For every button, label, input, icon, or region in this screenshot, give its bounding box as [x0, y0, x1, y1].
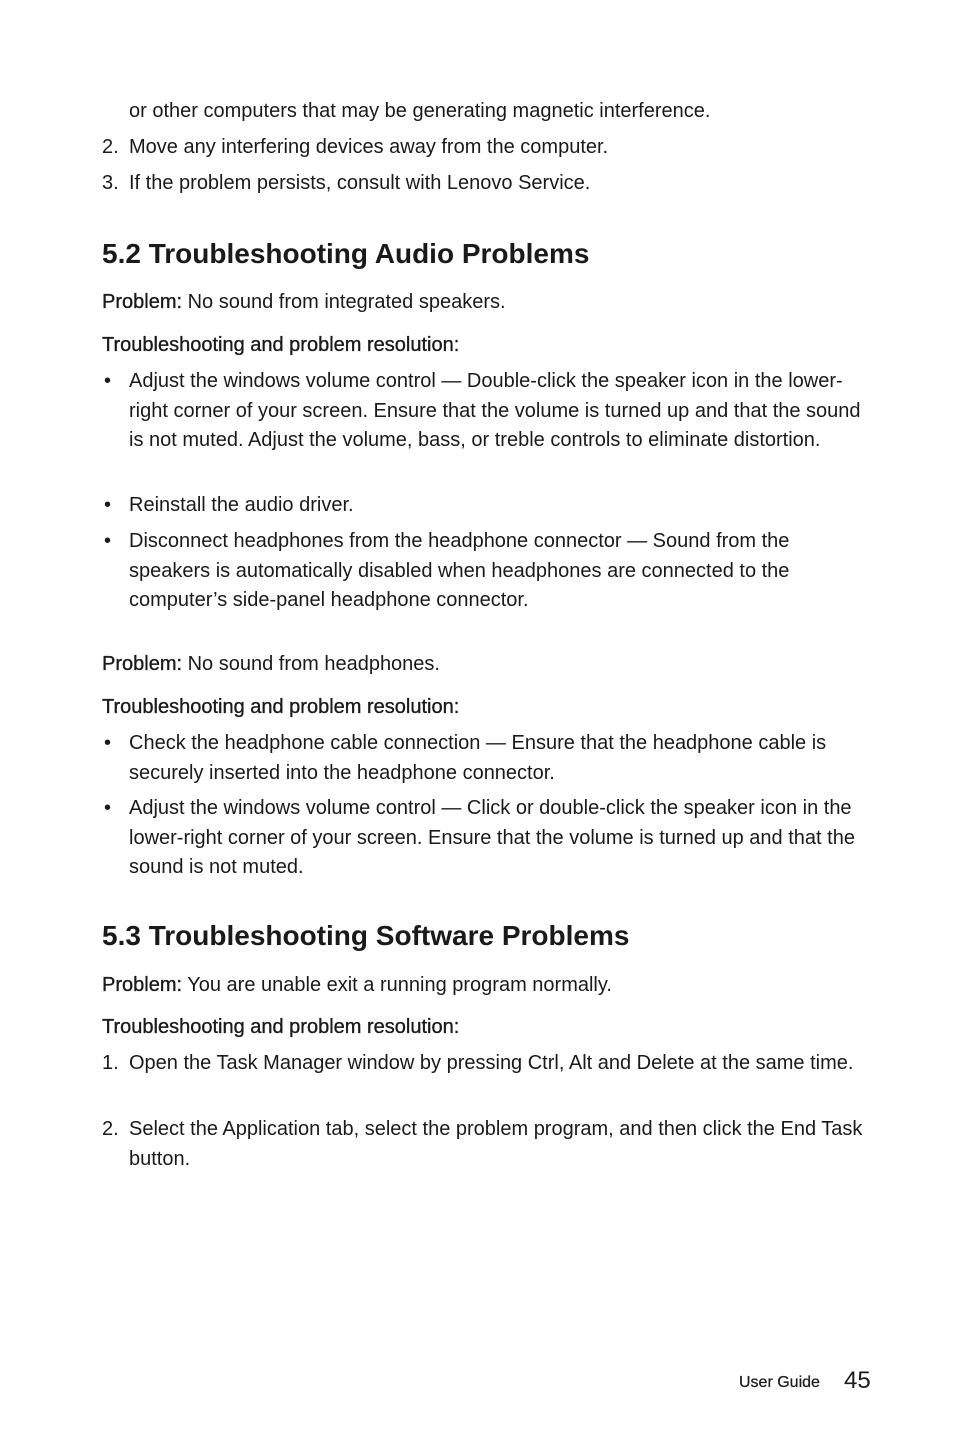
bullet-item: Disconnect headphones from the headphone connector — Sound from the speakers is automatically disabled when headphones are connected to the computer’s side-panel headphone connector. [129, 530, 790, 611]
problem-label: Problem: [102, 653, 183, 675]
bullet-item: Adjust the windows volume control — Double-click the speaker icon in the lower-right corner of your screen. Ensure that the volume is turned up and that the sound is not muted. Adjust the volume, bass, or treble controls to eliminate distortion. [129, 370, 861, 451]
problem-statement [102, 650, 440, 680]
step-marker: 2. [102, 1118, 119, 1140]
section-heading-audio: 5.2 Troubleshooting Audio Problems [102, 238, 590, 269]
step-item: Select the Application tab, select the problem program, and then click the End Task button. [129, 1118, 863, 1170]
list-marker: 3. [102, 172, 119, 194]
problem-label: Problem: [102, 291, 183, 313]
bullet-item: Adjust the windows volume control — Click or double-click the speaker icon in the lower-right corner of your screen. Ensure that the volume is turned up and that the sound is not muted. [129, 797, 855, 878]
step-item: Open the Task Manager window by pressing Ctrl, Alt and Delete at the same time. [129, 1052, 854, 1074]
continued-list-text: or other computers that may be generating magnetic interference. [129, 100, 711, 122]
step-marker: 1. [102, 1052, 119, 1074]
page-number: 45 [844, 1367, 871, 1394]
list-item: If the problem persists, consult with Lenovo Service. [129, 172, 591, 194]
resolution-label: Troubleshooting and problem resolution: [102, 696, 460, 718]
problem-statement [102, 971, 612, 1001]
bullet-item: Check the headphone cable connection — Ensure that the headphone cable is securely inserted into the headphone connector. [129, 732, 827, 784]
problem-text: No sound from headphones. [187, 653, 440, 675]
section-heading-software: 5.3 Troubleshooting Software Problems [102, 920, 630, 951]
bullet-marker: • [104, 494, 112, 516]
list-marker: 2. [102, 136, 119, 158]
resolution-label: Troubleshooting and problem resolution: [102, 1016, 460, 1038]
problem-statement [102, 288, 506, 318]
problem-text: No sound from integrated speakers. [187, 291, 506, 313]
list-item: Move any interfering devices away from the computer. [129, 136, 609, 158]
bullet-marker: • [104, 797, 112, 819]
bullet-marker: • [104, 370, 112, 392]
bullet-marker: • [104, 732, 112, 754]
problem-text: You are unable exit a running program normally. [187, 974, 612, 996]
bullet-marker: • [104, 530, 112, 552]
resolution-label: Troubleshooting and problem resolution: [102, 334, 460, 356]
bullet-item: Reinstall the audio driver. [129, 494, 354, 516]
footer-label: User Guide [739, 1374, 820, 1391]
problem-label: Problem: [102, 974, 183, 996]
